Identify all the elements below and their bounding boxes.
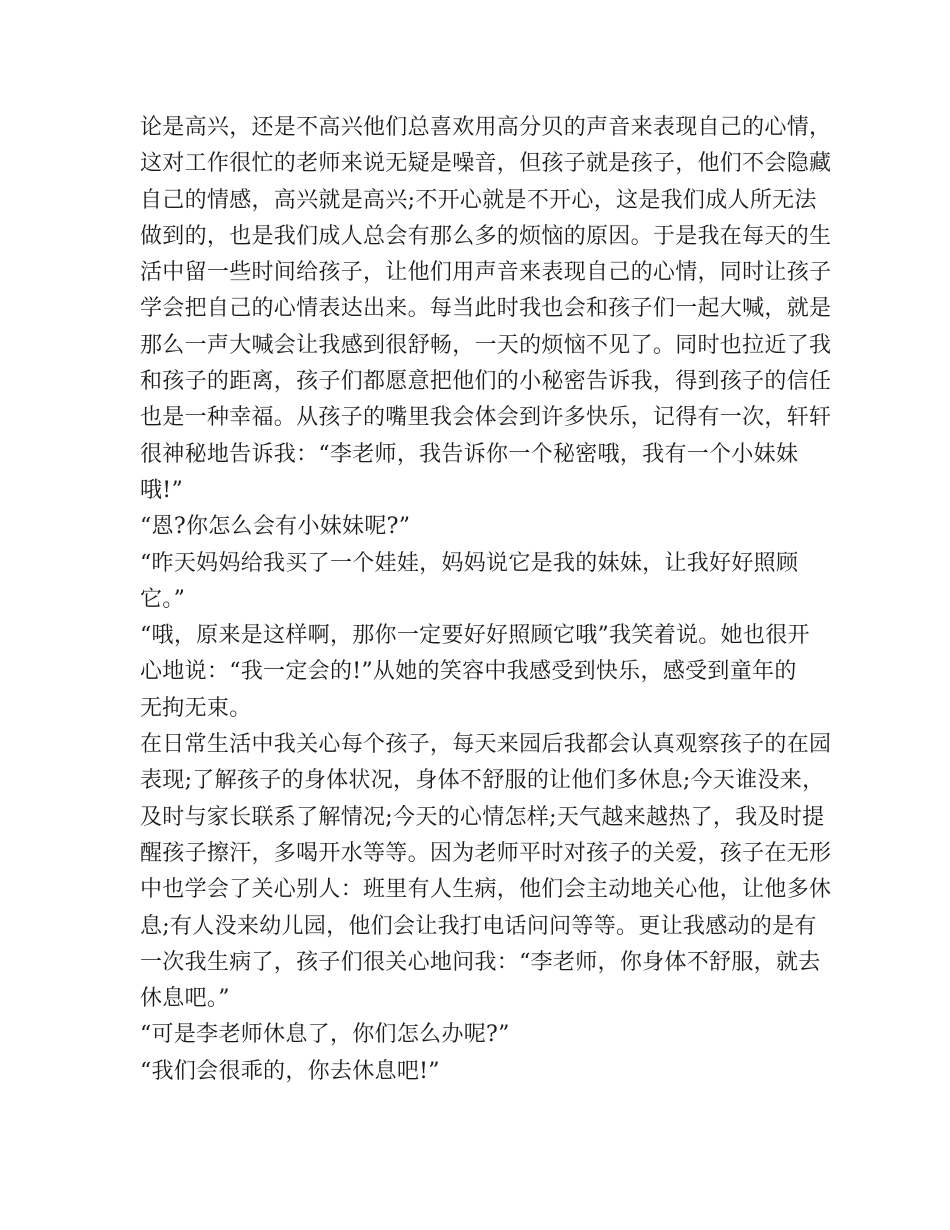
text-line: 做到的，也是我们成人总会有那么多的烦恼的原因。于是我在每天的生 xyxy=(140,223,832,249)
text-line: 及时与家长联系了解情况;今天的心情怎样;天气越来越热了，我及时提 xyxy=(140,804,825,830)
text-line: 哦!” xyxy=(140,477,183,503)
text-line: “恩?你怎么会有小妹妹呢?” xyxy=(140,514,411,540)
text-line: 它。” xyxy=(140,586,186,612)
text-line: 休息吧。” xyxy=(140,986,230,1012)
text-line: “可是李老师休息了，你们怎么办呢?” xyxy=(140,1022,510,1048)
text-line: “哦，原来是这样啊，那你一定要好好照顾它哦”我笑着说。她也很开 xyxy=(140,623,810,649)
text-line: 中也学会了关心别人：班里有人生病，他们会主动地关心他，让他多休 xyxy=(140,877,832,903)
text-line: 一次我生病了，孩子们很关心地问我：“李老师，你身体不舒服，就去 xyxy=(140,949,821,975)
text-line: 论是高兴，还是不高兴他们总喜欢用高分贝的声音来表现自己的心情， xyxy=(140,115,832,140)
text-line: 表现;了解孩子的身体状况，身体不舒服的让他们多休息;今天谁没来， xyxy=(140,768,825,794)
text-line: 在日常生活中我关心每个孩子，每天来园后我都会认真观察孩子的在园 xyxy=(140,732,832,758)
text-line: 醒孩子擦汗，多喝开水等等。因为老师平时对孩子的关爱，孩子在无形 xyxy=(140,840,832,866)
text-line: 息;有人没来幼儿园，他们会让我打电话问问等等。更让我感动的是有 xyxy=(140,913,817,939)
text-line: 和孩子的距离，孩子们都愿意把他们的小秘密告诉我，得到孩子的信任 xyxy=(140,369,832,395)
text-line: 自己的情感，高兴就是高兴;不开心就是不开心，这是我们成人所无法 xyxy=(140,187,817,213)
text-line: 学会把自己的心情表达出来。每当此时我也会和孩子们一起大喊，就是 xyxy=(140,296,832,322)
text-line: 也是一种幸福。从孩子的嘴里我会体会到许多快乐，记得有一次，轩轩 xyxy=(140,405,832,431)
text-line: 很神秘地告诉我：“李老师，我告诉你一个秘密哦，我有一个小妹妹 xyxy=(140,441,799,467)
text-line: 活中留一些时间给孩子，让他们用声音来表现自己的心情，同时让孩子 xyxy=(140,260,832,286)
text-line: 那么一声大喊会让我感到很舒畅，一天的烦恼不见了。同时也拉近了我 xyxy=(140,332,832,358)
text-line: “我们会很乖的，你去休息吧!” xyxy=(140,1058,440,1084)
text-line: 无拘无束。 xyxy=(140,695,252,721)
text-line: “昨天妈妈给我买了一个娃娃，妈妈说它是我的妹妹，让我好好照顾 xyxy=(140,550,799,576)
text-line: 心地说：“我一定会的!”从她的笑容中我感受到快乐，感受到童年的 xyxy=(140,659,797,685)
text-line: 这对工作很忙的老师来说无疑是噪音，但孩子就是孩子，他们不会隐藏 xyxy=(140,151,832,177)
body-text xyxy=(140,110,832,1090)
